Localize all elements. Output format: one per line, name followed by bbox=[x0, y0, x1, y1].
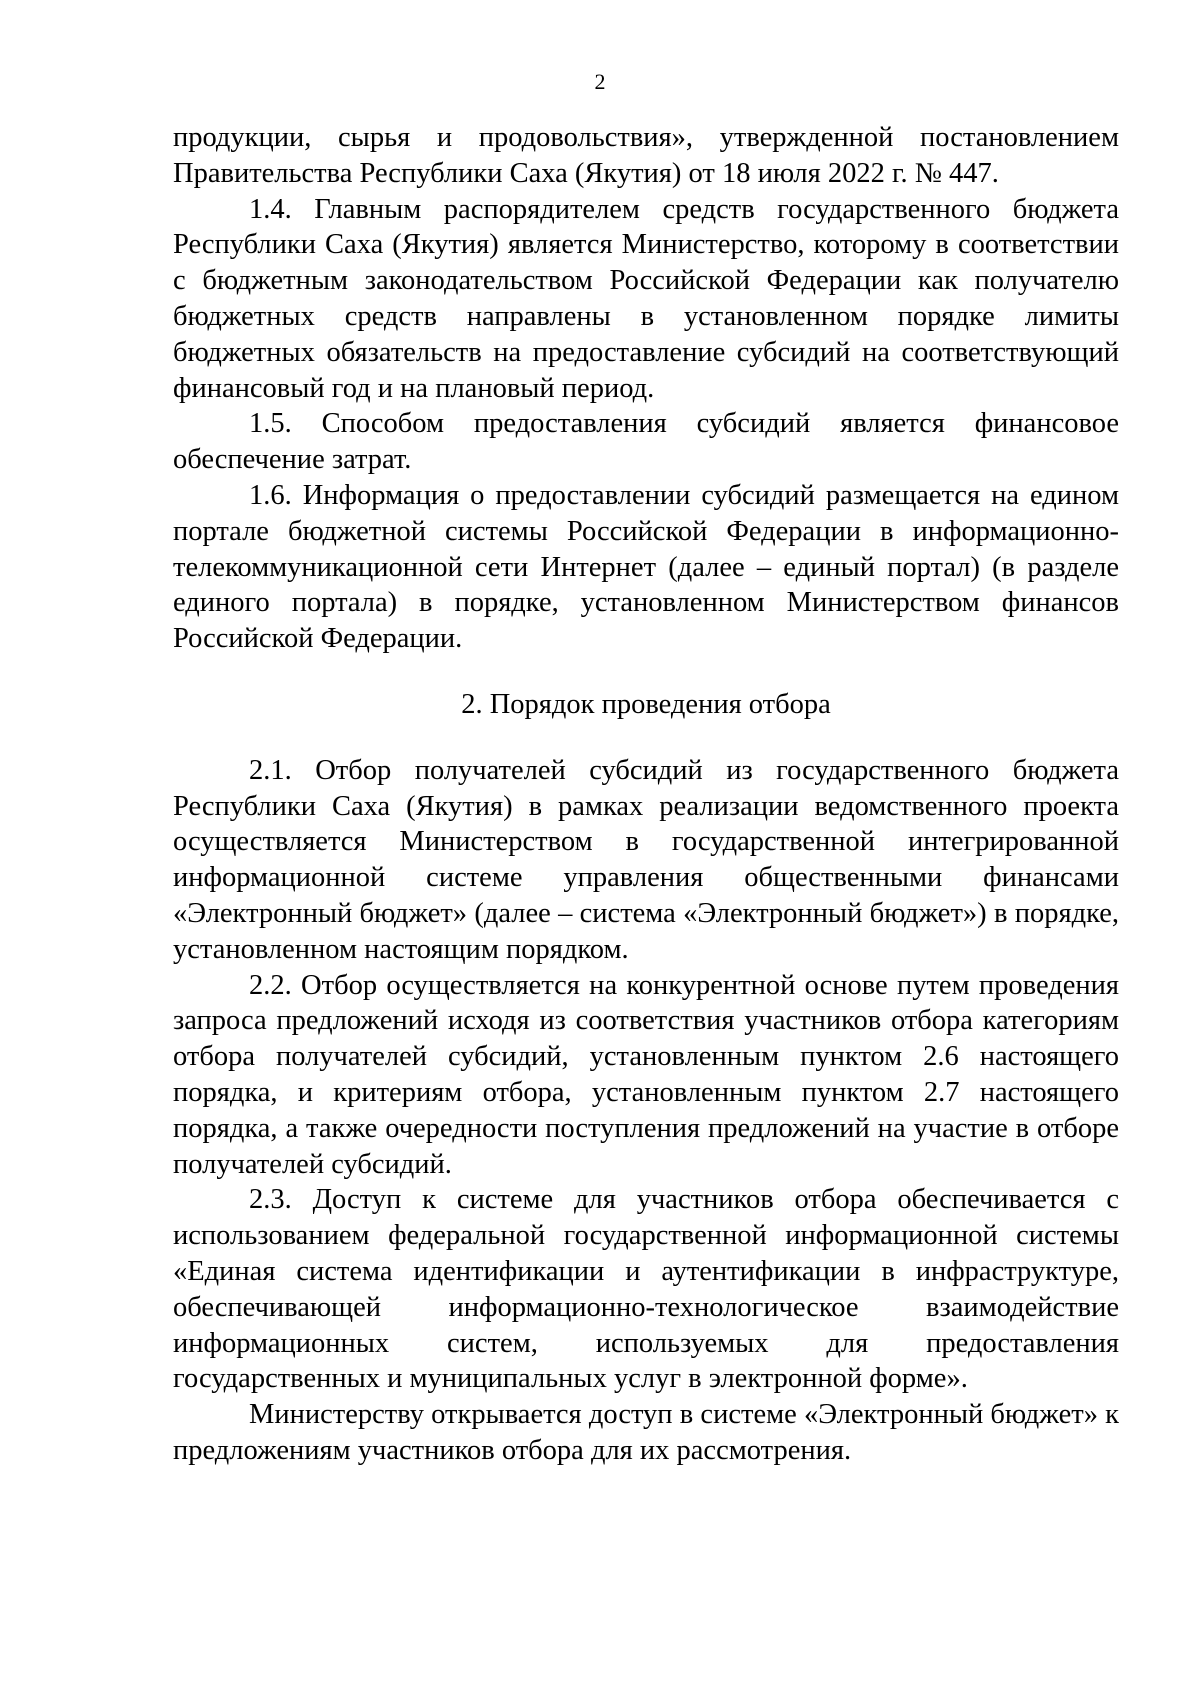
document-body bbox=[173, 120, 1119, 1469]
paragraph-1-5: 1.5. Способом предоставления субсидий является финансовое обеспечение затрат. bbox=[173, 408, 1119, 476]
paragraph-2-1: 2.1. Отбор получателей субсидий из государственного бюджета Республики Саха (Якутия) в рамках реализации ведомственного проекта осуществляется Министерством в государственной интегрированной информационной системе управления общественными финансами «Электронный бюджет» (далее – система «Электронный бюджет») в порядке, установленном настоящим порядком. bbox=[173, 754, 1119, 965]
page-number: 2 bbox=[594, 69, 606, 94]
paragraph-2-2: 2.2. Отбор осуществляется на конкурентной основе путем проведения запроса предложений исходя из соответствия участников отбора категориям отбора получателей субсидий, установленным пунктом 2.6 настоящего порядка, и критериям отбора, установленным пунктом 2.7 настоящего порядка, а также очередности поступления предложений на участие в отборе получателей субсидий. bbox=[173, 969, 1119, 1180]
paragraph-2-3: 2.3. Доступ к системе для участников отбора обеспечивается с использованием федеральной государственной информационной системы «Единая система идентификации и аутентификации в инфраструктуре, обеспечивающей информационно-технологическое взаимодействие информационных систем, используемых для предоставления государственных и муниципальных услуг в электронной форме». bbox=[173, 1184, 1119, 1395]
section-heading: 2. Порядок проведения отбора bbox=[461, 688, 831, 720]
paragraph-1-4: 1.4. Главным распорядителем средств государственного бюджета Республики Саха (Якутия) является Министерство, которому в соответствии с бюджетным законодательством Российской Федерации как получателю бюджетных средств направлены в установленном порядке лимиты бюджетных обязательств на предоставление субсидий на соответствующий финансовый год и на плановый период. bbox=[173, 193, 1119, 404]
paragraph-continuation: продукции, сырья и продовольствия», утвержденной постановлением Правительства Республики Саха (Якутия) от 18 июля 2022 г. № 447. bbox=[173, 122, 1119, 189]
paragraph-1-6: 1.6. Информация о предоставлении субсидий размещается на едином портале бюджетной системы Российской Федерации в информационно-телекоммуникационной сети Интернет (далее – единый портал) (в разделе единого портала) в порядке, установленном Министерством финансов Российской Федерации. bbox=[173, 479, 1119, 655]
paragraph-ministry-access: Министерству открывается доступ в системе «Электронный бюджет» к предложениям участников отбора для их рассмотрения. bbox=[173, 1399, 1119, 1466]
